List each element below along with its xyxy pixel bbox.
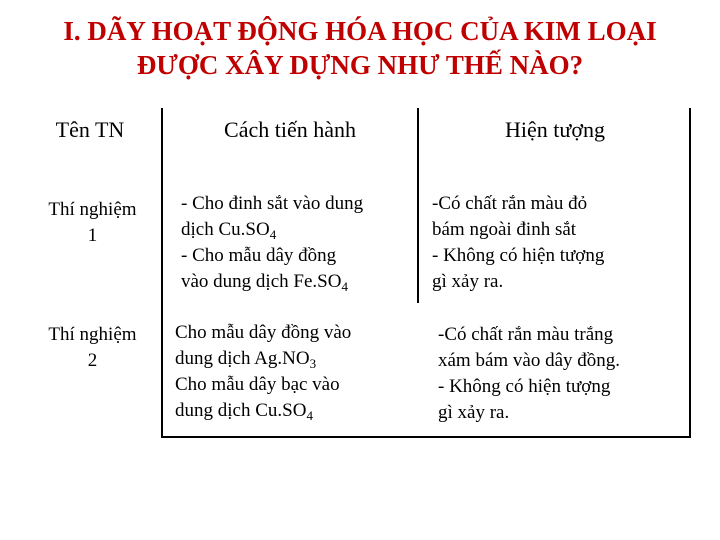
row-1-method-line-2: dịch $Cu.SO_4$ (181, 219, 277, 242)
row-1-result-line-3: - Không có hiện tượng (432, 245, 605, 266)
row-1-result-line-1: -Có chất rắn màu đỏ (432, 193, 588, 214)
row-1-method-line-4: vào dung dịch $Fe.SO_4$ (181, 271, 348, 294)
table-row-1-method (181, 191, 411, 295)
row-2-method-line-3: Cho mẫu dây bạc vào (175, 374, 340, 395)
table-row-2-result (438, 322, 688, 426)
table-bottom-line (161, 436, 691, 438)
row-1-result-line-4: gì xảy ra. (432, 271, 504, 292)
table-row-2-method (175, 320, 415, 424)
row-2-method-line-1: Cho mẫu dây đồng vào (175, 322, 352, 343)
row-2-name-line-2: 2 (87, 350, 98, 371)
row-1-method-line-3: - Cho mẫu dây đồng (181, 245, 337, 266)
row-1-result-line-2: bám ngoài đinh sắt (432, 219, 577, 240)
title-line-2: ĐƯỢC XÂY DỰNG NHƯ THẾ NÀO? (136, 50, 584, 80)
page-title (0, 14, 720, 82)
title-line-1: I. DÃY HOẠT ĐỘNG HÓA HỌC CỦA KIM LOẠI (63, 16, 657, 46)
row-2-method-line-2: dung dịch $Ag.NO_3$ (175, 348, 317, 371)
table-divider-1 (161, 108, 163, 438)
table-row-1-result (432, 191, 682, 295)
row-1-name-line-1: Thí nghiệm (48, 199, 137, 220)
row-2-method-line-4: dung dịch $Cu.SO_4$ (175, 400, 313, 423)
table-divider-2 (417, 108, 419, 303)
header-ten-tn: Tên TN (55, 117, 125, 142)
table-row-1-name (30, 197, 155, 249)
row-2-result-line-2: xám bám vào dây đồng. (438, 350, 621, 371)
table-divider-right (689, 108, 691, 438)
table-row-2-name (30, 322, 155, 374)
header-hien-tuong: Hiện tượng (505, 117, 605, 142)
row-2-name-line-1: Thí nghiệm (48, 324, 137, 345)
row-2-result-line-1: -Có chất rắn màu trắng (438, 324, 614, 345)
header-cach-tien-hanh: Cách tiến hành (224, 117, 356, 142)
row-1-method-line-1: - Cho đinh sắt vào dung (181, 193, 364, 214)
row-1-name-line-2: 1 (87, 225, 98, 246)
row-2-result-line-4: gì xảy ra. (438, 402, 510, 423)
row-2-result-line-3: - Không có hiện tượng (438, 376, 611, 397)
